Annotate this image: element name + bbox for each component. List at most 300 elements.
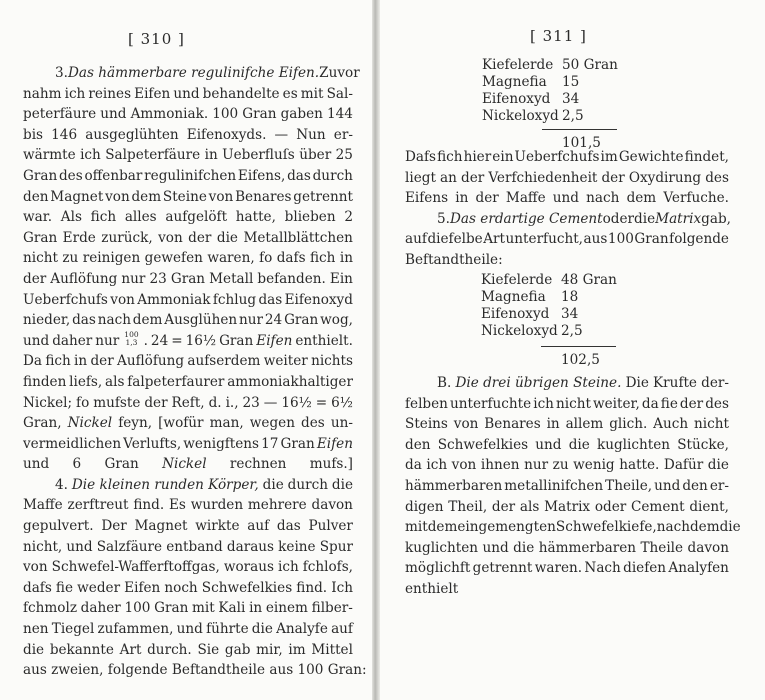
- text-line: [23, 207, 353, 228]
- word: —: [274, 126, 289, 143]
- word: Zuvor: [319, 65, 360, 81]
- table-row: [482, 74, 632, 91]
- word: es: [282, 85, 298, 102]
- word: waren,: [207, 250, 255, 267]
- word: Gran,: [23, 415, 62, 432]
- word: Theil,: [448, 498, 488, 515]
- text-run: Beftandtheile:: [405, 251, 503, 268]
- text-line: [23, 63, 360, 84]
- word: Sal-: [326, 85, 353, 102]
- word: der: [679, 395, 704, 412]
- italic-run: Eifen: [316, 435, 353, 452]
- text-line: [23, 248, 353, 269]
- text-line: [23, 166, 353, 187]
- word: 16½: [281, 394, 312, 411]
- word: Mittel: [311, 641, 353, 658]
- word: die: [331, 476, 353, 493]
- word: und: [482, 539, 509, 556]
- text-line: [23, 187, 353, 208]
- table-row: [482, 57, 632, 74]
- word: dafs: [23, 579, 52, 596]
- word: diefelbe: [427, 231, 483, 248]
- word: führte: [206, 621, 249, 638]
- word: Ich: [331, 579, 353, 596]
- word: Matrix: [544, 498, 591, 515]
- word: des: [58, 167, 83, 184]
- word: waren.: [534, 560, 583, 577]
- word: enthielt.: [295, 332, 353, 349]
- word: der: [90, 353, 114, 370]
- word: Spur: [319, 538, 353, 555]
- word: der: [23, 270, 47, 287]
- word: die: [262, 476, 284, 493]
- word: Gran: [170, 270, 206, 287]
- word: Dafs: [405, 149, 437, 165]
- text-line: [405, 394, 729, 415]
- word: 25: [335, 147, 353, 164]
- word: 6: [72, 456, 82, 473]
- word: dient,: [689, 498, 729, 515]
- word: feyn,: [118, 415, 153, 432]
- word: Salpeterfäure: [105, 147, 201, 164]
- word: i.,: [225, 394, 239, 411]
- word: zerftreut: [67, 497, 129, 514]
- word: gewefen: [144, 250, 203, 267]
- word: wenigftens: [183, 435, 260, 452]
- italic-run: Das erdartige Cement: [449, 210, 603, 227]
- word: nach: [586, 190, 620, 207]
- word: glich.: [609, 416, 648, 433]
- word: hatte,: [235, 209, 276, 226]
- word: daher: [80, 600, 121, 617]
- word: Tiegel: [51, 621, 95, 638]
- word: ammoniakhaltiger: [227, 373, 353, 390]
- word: und: [654, 477, 681, 494]
- word: liefs,: [69, 373, 103, 390]
- word: Stücke,: [677, 436, 729, 453]
- word: daraus: [226, 538, 275, 555]
- word: Ausglühen: [164, 312, 238, 329]
- text-line: [23, 537, 353, 558]
- word: Nach: [584, 560, 621, 577]
- component-name: Kiefelerde: [481, 272, 553, 288]
- word: möglichft: [405, 560, 471, 577]
- word: der: [144, 394, 168, 411]
- right-page: [380, 0, 765, 700]
- word: oder: [594, 498, 627, 515]
- word: weiter: [263, 353, 308, 370]
- word: und: [23, 332, 50, 349]
- word: Reft,: [171, 394, 205, 411]
- text-line: [405, 168, 729, 189]
- word: als: [519, 498, 540, 515]
- word: man,: [209, 415, 244, 432]
- word: von: [451, 457, 477, 474]
- word: findet,: [684, 149, 729, 165]
- component-value: 2,5: [562, 108, 584, 124]
- word: 146: [51, 126, 78, 143]
- word: gaben: [280, 106, 323, 123]
- text-line: [23, 557, 353, 578]
- word: oder: [602, 210, 635, 227]
- table-total: 101,5: [562, 135, 601, 151]
- word: Ammoniak.: [130, 106, 209, 123]
- text-line: [23, 619, 353, 640]
- sum-rule: [541, 346, 616, 347]
- word: vermeidlichen: [23, 435, 122, 452]
- text-line: [23, 413, 353, 434]
- word: 23: [149, 270, 167, 287]
- word: Die: [625, 375, 649, 391]
- word: Schwefelkies: [437, 436, 529, 453]
- word: 6½: [331, 394, 353, 411]
- text-line: [405, 188, 729, 209]
- word: in: [204, 147, 218, 164]
- word: Gran: [242, 106, 277, 123]
- word: 144: [327, 106, 353, 123]
- text-line: [23, 372, 353, 393]
- word: durch.: [147, 641, 192, 658]
- word: mehrere: [247, 497, 307, 514]
- word: Benares: [235, 188, 292, 205]
- word: Es: [169, 497, 186, 514]
- word: Benares: [484, 416, 541, 433]
- word: woraus: [223, 559, 274, 576]
- word: Cement: [630, 498, 685, 515]
- word: der: [491, 498, 516, 515]
- word: da: [405, 457, 422, 474]
- word: Eifen: [124, 579, 161, 596]
- word: hämmerbaren: [405, 477, 503, 494]
- word: Auch: [653, 416, 689, 433]
- component-value: 15: [562, 74, 580, 90]
- word: des: [705, 169, 729, 186]
- word: Eifens,: [237, 167, 286, 184]
- text-line: [405, 455, 729, 476]
- word: Schwefelkiefe,: [555, 519, 657, 536]
- word: in: [455, 190, 469, 207]
- word: die: [707, 457, 729, 474]
- word: keine: [278, 538, 316, 555]
- word: 4.: [55, 476, 68, 493]
- word: von: [158, 229, 183, 246]
- table-row: [482, 108, 632, 125]
- word: Ueberfchufs: [23, 291, 108, 308]
- word: in: [249, 600, 263, 617]
- text-line: [405, 476, 729, 497]
- component-name: Kiefelerde: [482, 57, 554, 73]
- book-gutter: [372, 0, 380, 700]
- composition-table-1: [482, 57, 632, 151]
- word: regulinifchen: [144, 167, 237, 184]
- word: unterfucht,: [505, 231, 584, 248]
- component-value: 48 Gran: [561, 272, 617, 288]
- word: nur: [121, 270, 146, 287]
- word: Verfuche.: [663, 190, 729, 207]
- word: von: [110, 291, 135, 308]
- word: Eifenoxyd: [284, 291, 353, 308]
- word: aufserdem: [187, 353, 261, 370]
- word: Gran: [154, 600, 189, 617]
- word: folgende: [669, 231, 729, 248]
- word: fchmolz: [23, 600, 77, 617]
- word: wurden: [190, 497, 244, 514]
- word: digen: [405, 498, 444, 515]
- table-row: [482, 91, 632, 108]
- word: metallinifchen: [504, 477, 604, 494]
- word: Ammoniak: [137, 291, 211, 308]
- word: daher: [52, 332, 93, 349]
- text-line: [23, 434, 353, 455]
- italic-run: Das hämmerbare regulinifche Eifen.: [67, 65, 320, 81]
- word: wirkte: [195, 518, 240, 535]
- word: 16½: [185, 332, 217, 349]
- word: eingemengten: [457, 519, 556, 536]
- word: Schwefelkies: [201, 579, 293, 596]
- word: die: [216, 229, 238, 246]
- word: der: [601, 169, 625, 186]
- italic-run: Die drei übrigen Steine.: [455, 375, 622, 391]
- word: fich: [437, 149, 463, 165]
- word: getrennt: [293, 188, 353, 205]
- word: fich: [45, 353, 71, 370]
- word: Eifen: [134, 85, 171, 102]
- text-line: [405, 373, 729, 394]
- word: war.: [23, 209, 53, 226]
- word: offenbar: [84, 167, 143, 184]
- text-line: [23, 598, 353, 619]
- word: kuglichten: [596, 436, 671, 453]
- word: und: [23, 456, 50, 473]
- text-line: [23, 640, 353, 661]
- word: =: [171, 332, 183, 349]
- word: er-: [333, 126, 353, 143]
- word: gab,: [701, 210, 731, 227]
- word: in: [74, 353, 88, 370]
- word: Metall: [209, 270, 254, 287]
- fraction-numerator: 100: [124, 329, 139, 339]
- word: falpeterfaurer: [127, 373, 225, 390]
- word: der: [475, 190, 499, 207]
- word: Analyfe: [276, 621, 328, 638]
- component-name: Nickeloxyd: [481, 323, 558, 339]
- word: einem: [265, 600, 308, 617]
- text-line: [23, 516, 353, 537]
- word: kuglichten: [405, 539, 479, 556]
- word: ich: [426, 457, 448, 474]
- word: fo: [259, 250, 273, 267]
- word: davon: [687, 539, 729, 556]
- component-name: Nickeloxyd: [482, 108, 559, 124]
- text-line: [23, 84, 353, 105]
- word: 3.: [55, 65, 68, 81]
- text-line: [23, 475, 353, 496]
- word: entband: [166, 538, 223, 555]
- component-value: 2,5: [561, 323, 583, 339]
- word: hatte.: [619, 457, 660, 474]
- table-row: [481, 306, 631, 323]
- word: zufammen,: [97, 621, 174, 638]
- word: davon: [311, 497, 353, 514]
- text-line: [23, 228, 353, 249]
- word: un-: [330, 415, 353, 432]
- word: nicht: [23, 250, 58, 267]
- word: 2: [344, 209, 353, 226]
- word: fchlofs,: [302, 559, 353, 576]
- body-text: [23, 63, 367, 681]
- word: nahm: [23, 85, 62, 102]
- component-name: Magnefia: [482, 74, 547, 90]
- word: fo: [76, 394, 90, 411]
- word: reinigen: [82, 250, 141, 267]
- word: durch: [287, 476, 328, 493]
- word: mit: [192, 600, 215, 617]
- text-line: [23, 125, 353, 146]
- word: von: [208, 188, 234, 205]
- word: allem: [565, 416, 604, 433]
- text-line: [23, 331, 353, 352]
- text-run: enthielt: [405, 580, 459, 597]
- word: Art: [119, 641, 142, 658]
- word: er-: [709, 477, 729, 494]
- word: fie: [55, 579, 74, 596]
- word: von: [23, 559, 48, 576]
- word: zurück,: [101, 229, 153, 246]
- word: den: [682, 477, 708, 494]
- word: Auflöfung: [50, 270, 118, 287]
- word: im: [288, 641, 306, 658]
- italic-run: Nickel: [162, 456, 207, 473]
- word: hier: [463, 149, 492, 165]
- word: nicht: [693, 416, 729, 433]
- word: Gewichte: [618, 149, 684, 165]
- word: und: [176, 621, 203, 638]
- word: bekannte: [49, 641, 114, 658]
- word: die: [23, 641, 45, 658]
- text-line: [23, 495, 353, 516]
- word: rechnen: [229, 456, 287, 473]
- word: Schwefel-Wafferftoffgas,: [51, 559, 220, 576]
- word: das: [258, 291, 283, 308]
- word: Gran: [284, 312, 319, 329]
- word: fich: [309, 250, 336, 267]
- word: Ueberfchufs: [514, 149, 600, 165]
- word: mit: [405, 519, 428, 536]
- word: den: [405, 436, 431, 453]
- word: find.: [296, 579, 328, 596]
- sum-rule: [542, 129, 617, 130]
- word: 17: [261, 435, 279, 452]
- word: die: [719, 519, 741, 536]
- word: d.: [208, 394, 222, 411]
- word: Als: [60, 209, 82, 226]
- fraction-denominator: 1,3: [125, 337, 138, 347]
- word: mufste: [93, 394, 141, 411]
- word: behandelte: [202, 85, 280, 102]
- word: die: [634, 210, 656, 227]
- word: fie: [660, 395, 678, 412]
- word: nur: [524, 457, 549, 474]
- word: Analyfen: [668, 560, 729, 577]
- table-row: [481, 289, 631, 306]
- word: durch: [312, 167, 353, 184]
- word: reines: [88, 85, 132, 102]
- word: dem: [132, 312, 163, 329]
- text-line: [23, 660, 367, 681]
- text-line: [405, 229, 729, 250]
- text-line: [405, 558, 729, 579]
- word: Gran: [104, 456, 139, 473]
- word: nur: [95, 332, 120, 349]
- component-name: Eifenoxyd: [481, 306, 550, 322]
- component-value: 34: [562, 91, 580, 107]
- word: Art: [483, 231, 506, 248]
- word: nicht,: [23, 538, 63, 555]
- italic-run: Nickel: [67, 415, 113, 432]
- word: wegen: [249, 415, 295, 432]
- word: fchlug: [212, 291, 257, 308]
- word: befanden.: [257, 270, 326, 287]
- word: 24: [264, 312, 283, 329]
- word: [wofür: [158, 415, 204, 432]
- text-line: [405, 147, 729, 168]
- component-value: 50 Gran: [562, 57, 618, 73]
- word: der: [188, 229, 212, 246]
- word: 23: [242, 394, 260, 411]
- word: nicht: [555, 395, 591, 412]
- word: nachdem: [656, 519, 720, 536]
- word: Magnet: [134, 518, 188, 535]
- word: bis: [23, 126, 44, 143]
- word: auf: [405, 231, 427, 248]
- word: Maffe: [23, 497, 63, 514]
- word: zu: [62, 250, 79, 267]
- word: Verfchiedenheit: [488, 169, 598, 186]
- italic-run: Eifen: [256, 332, 293, 349]
- word: =: [315, 394, 328, 411]
- table-row: [481, 272, 631, 289]
- word: Metallblättchen: [243, 229, 353, 246]
- word: Nun: [296, 126, 326, 143]
- word: Erde: [62, 229, 96, 246]
- word: filber-: [311, 600, 353, 617]
- word: ich: [64, 85, 86, 102]
- word: gepulvert.: [23, 518, 94, 535]
- word: Oxydirung: [628, 169, 702, 186]
- text-line: [405, 538, 729, 559]
- table-total: 102,5: [561, 352, 600, 368]
- word: das: [72, 312, 96, 329]
- word: Magnet: [50, 188, 104, 205]
- word: als: [105, 373, 125, 390]
- word: felben: [405, 395, 448, 412]
- word: nichts: [311, 353, 353, 370]
- word: 100: [607, 231, 634, 248]
- word: Auflöfung: [117, 353, 185, 370]
- word: auf: [331, 621, 353, 638]
- word: noch: [164, 579, 198, 596]
- word: an: [440, 169, 457, 186]
- word: finden: [23, 373, 67, 390]
- word: dem: [131, 188, 162, 205]
- word: über: [299, 147, 332, 164]
- word: dem: [427, 519, 458, 536]
- word: ein: [492, 149, 514, 165]
- word: wärmte: [23, 147, 76, 164]
- word: der: [461, 169, 485, 186]
- word: und: [173, 85, 200, 102]
- word: Da: [23, 353, 43, 370]
